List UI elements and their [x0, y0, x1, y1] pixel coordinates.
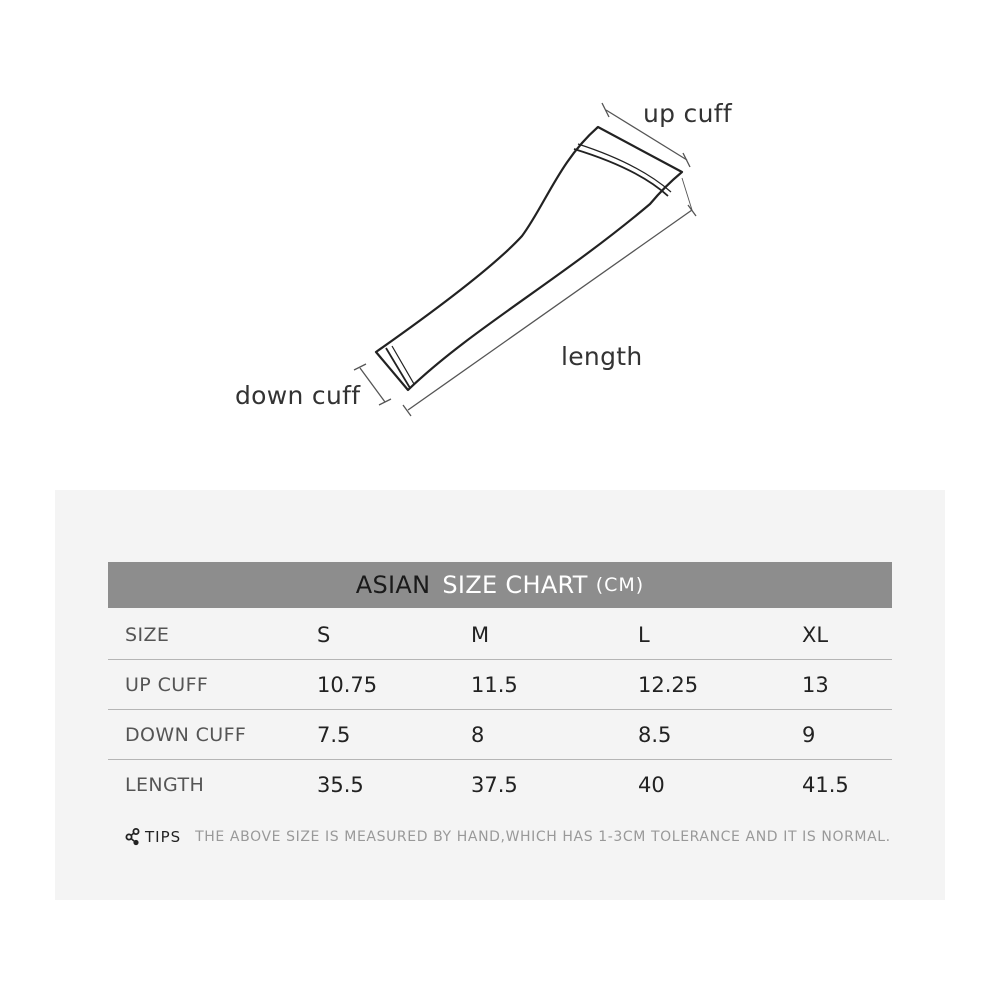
row-label: SIZE: [125, 623, 170, 646]
tips-text: THE ABOVE SIZE IS MEASURED BY HAND,WHICH HAS 1-3CM TOLERANCE AND IT IS NORMAL.: [195, 829, 891, 845]
length-label: length: [561, 342, 643, 371]
table-cell: 12.25: [638, 672, 699, 697]
table-cell: M: [471, 622, 490, 647]
size-table: [108, 610, 892, 809]
row-label: DOWN CUFF: [125, 723, 247, 746]
table-row: [108, 610, 892, 660]
table-cell: L: [638, 622, 650, 647]
chart-title: SIZE CHART: [442, 571, 588, 599]
table-cell: 13: [802, 672, 829, 697]
row-label: UP CUFF: [125, 673, 209, 696]
table-cell: 37.5: [471, 772, 518, 797]
down-cuff-label: down cuff: [235, 381, 361, 410]
table-row: [108, 760, 892, 809]
size-chart-panel: [55, 490, 945, 900]
table-cell: 11.5: [471, 672, 518, 697]
table-cell: 8.5: [638, 722, 672, 747]
up-cuff-label: up cuff: [643, 99, 732, 128]
share-icon: [125, 828, 141, 846]
table-cell: 7.5: [317, 722, 351, 747]
chart-title-prefix: ASIAN: [355, 571, 431, 599]
size-chart-header: [108, 562, 892, 608]
table-cell: 10.75: [317, 672, 378, 697]
tips-note: [125, 828, 891, 846]
table-cell: XL: [802, 622, 829, 647]
arm-sleeve-illustration: [0, 0, 1000, 470]
table-cell: S: [317, 622, 331, 647]
table-cell: 40: [638, 772, 665, 797]
tips-label: TIPS: [145, 828, 182, 846]
table-cell: 35.5: [317, 772, 364, 797]
table-cell: 9: [802, 722, 816, 747]
row-label: LENGTH: [125, 773, 205, 796]
table-row: [108, 660, 892, 710]
chart-title-unit: (CM): [595, 574, 645, 596]
sleeve-diagram: [0, 0, 1000, 470]
table-cell: 8: [471, 722, 485, 747]
table-row: [108, 710, 892, 760]
table-cell: 41.5: [802, 772, 849, 797]
